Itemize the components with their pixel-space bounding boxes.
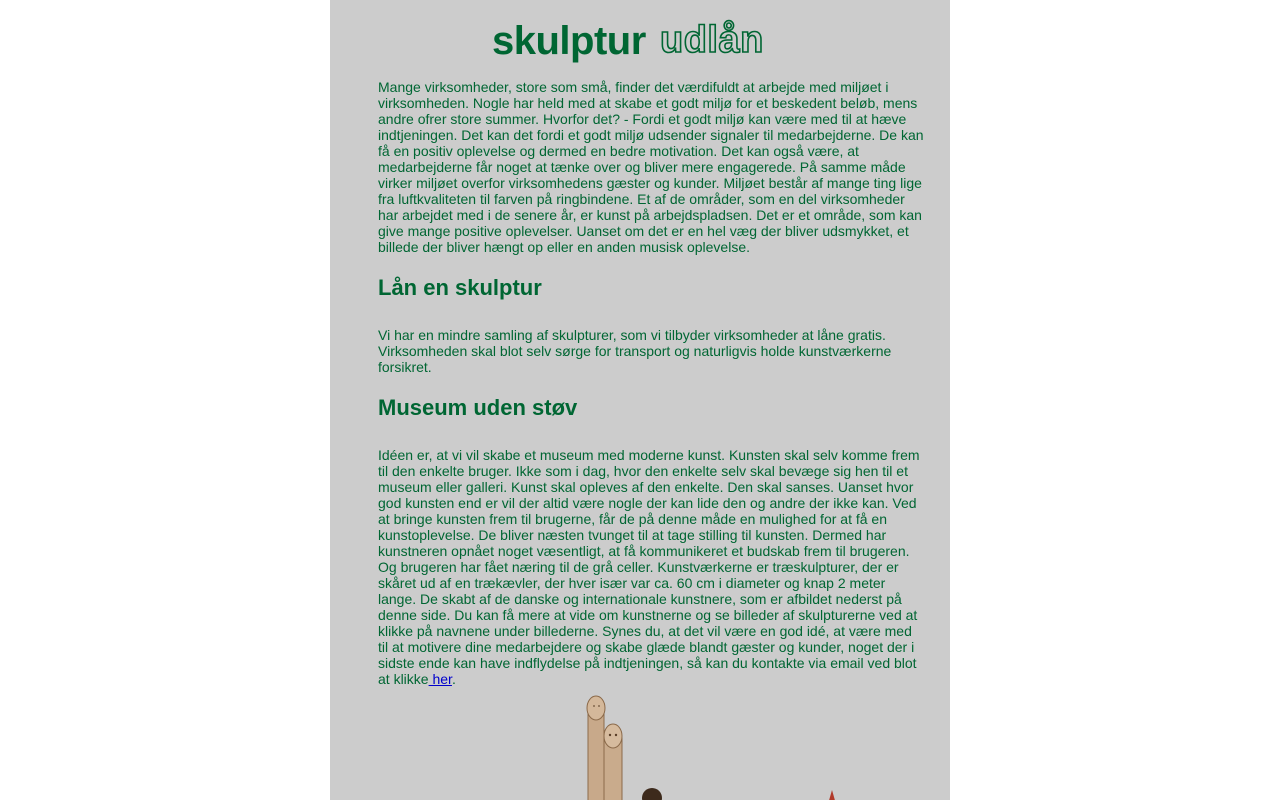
heading-loan-sculpture: Lån en skulptur xyxy=(378,275,542,300)
content-panel xyxy=(330,0,950,800)
intro-paragraph: Mange virksomheder, store som små, finder det værdifuldt at arbejde med miljøet i virksomheden. Nogle har held med at skabe et godt miljø for et beskedent beløb, mens andre ofrer store summer. Hvorfor det? - Fordi et godt miljø kan være med til at hæve indtjeningen. Det kan det fordi et godt miljø udsender signaler til medarbejderne. De kan få en positiv oplevelse og dermed en bedre motivation. Det kan også være, at medarbejderne får noget at tænke over og bliver mere engagerede. På samme måde virker miljøet overfor virksomhedens gæster og kunder. Miljøet består af mange ting lige fra luftkvaliteten til farven på ringbindene. Et af de områder, som en del virksomheder har arbejdet med i de senere år, er kunst på arbejdspladsen. Det er et område, som kan give mange positive oplevelser. Uanset om det er en hel væg der bliver udsmykket, et billede der bliver hængt op eller en anden musisk oplevelse. xyxy=(378,79,924,255)
site-logo xyxy=(490,14,790,64)
email-link-here[interactable]: her xyxy=(428,671,452,687)
sculpture-figures-image xyxy=(560,694,860,800)
heading-museum-without-dust: Museum uden støv xyxy=(378,395,578,420)
main-content xyxy=(378,79,924,687)
svg-text:skulptur: skulptur xyxy=(492,19,646,63)
museum-paragraph xyxy=(378,447,924,687)
museum-paragraph-end: . xyxy=(451,671,456,687)
svg-text:udlån: udlån xyxy=(660,19,764,61)
loan-paragraph: Vi har en mindre samling af skulpturer, som vi tilbyder virksomheder at låne gratis. Virksomheden skal blot selv sørge for transport og naturligvis holde kunstværkerne forsikret. xyxy=(378,327,892,375)
museum-paragraph-text: Idéen er, at vi vil skabe et museum med moderne kunst. Kunsten skal selv komme frem til den enkelte bruger. Ikke som i dag, hvor den enkelte selv skal bevæge sig hen til et museum eller galleri. Kunst skal opleves af den enkelte. Den skal sanses. Uanset hvor god kunsten end er vil der altid være nogle der kan lide den og andre der ikke kan. Ved at bringe kunsten frem til brugerne, får de på denne måde en mulighed for at få en kunstoplevelse. De bliver næsten tvunget til at tage stilling til kunsten. Dermed har kunstneren opnået noget væsentligt, at få kommunikeret et budskab frem til brugeren. Og brugeren har fået næring til de grå celler. Kunstværkerne er træskulpturer, der er skåret ud af en trækævler, der hver især var ca. 60 cm i diameter og knap 2 meter lange. De skabt af de danske og internationale kunstnere, som er afbildet nederst på denne side. Du kan få mere at vide om kunstnerne og se billeder af skulpturerne ved at klikke på navnene under billederne. Synes du, at det vil være en god idé, at være med til at motivere dine medarbejdere og skabe glæde blandt gæster og kunder, noget der i sidste ende kan have indflydelse på indtjeningen, så kan du kontakte via email ved blot at klikke xyxy=(378,447,920,687)
